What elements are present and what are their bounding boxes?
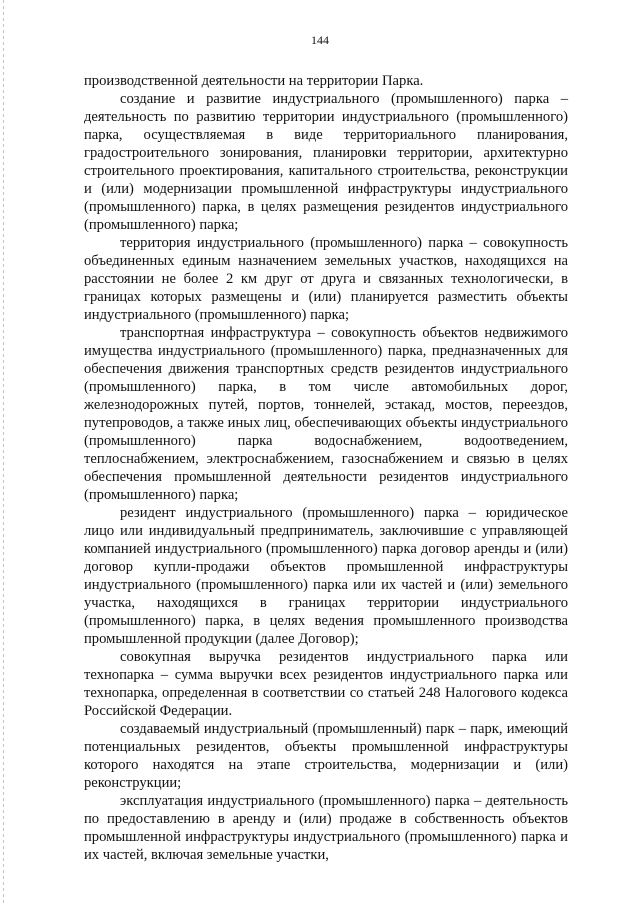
page-number: 144 xyxy=(311,33,329,47)
paragraph: создание и развитие индустриального (промышленного) парка – деятельность по развитию территории индустриального (промышленного) парка, осуществляемая в виде территориального планирования, градостроительного зонирования, планировки территории, архитектурно строительного проектирования, капитального строительства, реконструкции и (или) модернизации промышленной инфраструктуры индустриального (промышленного) парка, в целях размещения резидентов индустриального (промышленного) парка; xyxy=(84,91,568,233)
paragraph: эксплуатация индустриального (промышленного) парка – деятельность по предоставлению в аренду и (или) продаже в собственность объектов промышленной инфраструктуры индустриального (промышленного) парка и их частей, включая земельные участки, xyxy=(84,793,568,863)
paragraph: транспортная инфраструктура – совокупность объектов недвижимого имущества индустриального (промышленного) парка, предназначенных для обеспечения движения транспортных средств резидентов индустриального (промышленного) парка, в том числе автомобильных дорог, железнодорожных путей, портов, тоннелей, эстакад, мостов, переездов, путепроводов, а также иных лиц, обеспечивающих объекты индустриального (промышленного) парка водоснабжением, водоотведением, теплоснабжением, электроснабжением, газоснабжением и связью в целях обеспечения промышленной деятельности резидентов индустриального (промышленного) парка; xyxy=(84,325,568,503)
document-body xyxy=(84,72,568,864)
paragraph: резидент индустриального (промышленного) парка – юридическое лицо или индивидуальный предприниматель, заключившие с управляющей компанией индустриального (промышленного) парка договор аренды и (или) договор купли-продажи объектов промышленной инфраструктуры индустриального (промышленного) парка или их частей и (или) земельного участка, находящихся в границах территории индустриального (промышленного) парка, в целях ведения промышленного производства промышленной продукции (далее Договор); xyxy=(84,505,568,647)
scan-edge-line xyxy=(3,0,4,905)
paragraph: совокупная выручка резидентов индустриального парка или технопарка – сумма выручки всех резидентов индустриального парка или технопарка, определенная в соответствии со статьей 248 Налогового кодекса Российской Федерации. xyxy=(84,649,568,719)
paragraph: производственной деятельности на территории Парка. xyxy=(84,73,424,89)
paragraph: территория индустриального (промышленного) парка – совокупность объединенных единым назначением земельных участков, находящихся на расстоянии не более 2 км друг от друга и связанных технологически, в границах которых размещены и (или) планируется разместить объекты индустриального (промышленного) парка; xyxy=(84,235,568,323)
paragraph: создаваемый индустриальный (промышленный) парк – парк, имеющий потенциальных резидентов, объекты промышленной инфраструктуры которого находятся на этапе строительства, модернизации и (или) реконструкции; xyxy=(84,721,568,791)
